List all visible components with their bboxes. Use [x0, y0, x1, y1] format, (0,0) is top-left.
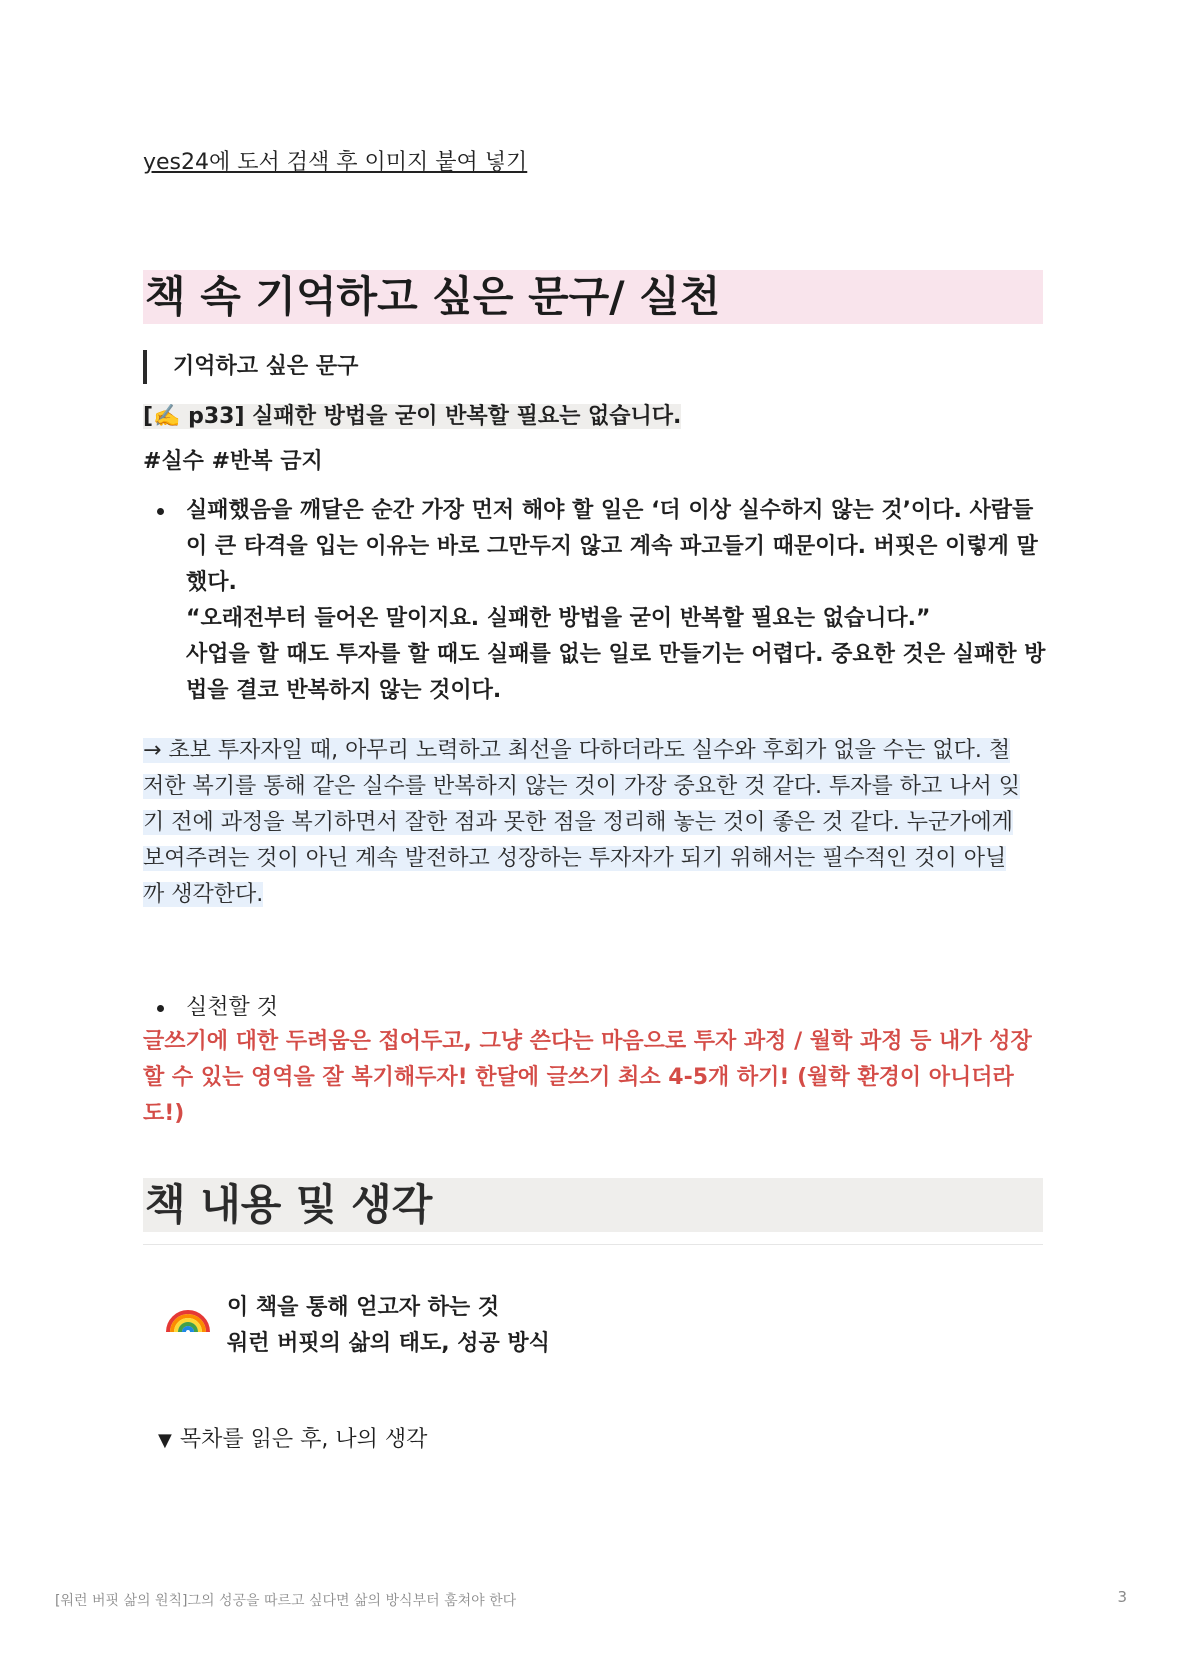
- bullet-dot: [157, 1005, 164, 1012]
- practice-bullet: [143, 990, 1048, 1026]
- reflection-line: 까 생각한다.: [143, 882, 264, 907]
- rainbow-icon: [165, 1290, 211, 1336]
- quote-heading: 기억하고 싶은 문구: [143, 350, 358, 384]
- reflection-line: 저한 복기를 통해 같은 실수를 반복하지 않는 것이 가장 중요한 것 같다. 투자를 하고 나서 잊: [143, 774, 1020, 799]
- bullet-line: 실패했음을 깨달은 순간 가장 먼저 해야 할 일은 ‘더 이상 실수하지 않는 것’이다. 사람들: [186, 498, 1034, 523]
- toggle-label: 목차를 읽은 후, 나의 생각: [179, 1427, 428, 1452]
- reflection-line: → 초보 투자자일 때, 아무리 노력하고 최선을 다하더라도 실수와 후회가 없을 수는 없다. 철: [143, 738, 1011, 763]
- quote-bullet: [143, 493, 1048, 709]
- bullet-line: 법을 결코 반복하지 않는 것이다.: [186, 678, 502, 703]
- practice-line: 글쓰기에 대한 두려움은 접어두고, 그냥 쓴다는 마음으로 투자 과정 / 월학 과정 등 내가 성장: [143, 1029, 1032, 1054]
- practice-label: 실천할 것: [186, 995, 279, 1020]
- reflection-paragraph: [143, 733, 1048, 913]
- bullet-line: “오래전부터 들어온 말이지요. 실패한 방법을 굳이 반복할 필요는 없습니다.”: [186, 606, 931, 631]
- reflection-line: 기 전에 과정을 복기하면서 잘한 점과 못한 점을 정리해 놓는 것이 좋은 것 같다. 누군가에게: [143, 810, 1013, 835]
- callout-line: 이 책을 통해 얻고자 하는 것: [227, 1295, 500, 1320]
- bullet-line: 이 큰 타격을 입는 이유는 바로 그만두지 않고 계속 파고들기 때문이다. 버핏은 이렇게 말: [186, 534, 1038, 559]
- reflection-line: 보여주려는 것이 아닌 계속 발전하고 성장하는 투자자가 되기 위해서는 필수적인 것이 아닐: [143, 846, 1007, 871]
- page-reference: [143, 400, 681, 434]
- tags: #실수 #반복 금지: [143, 449, 323, 474]
- practice-line: 도!): [143, 1101, 185, 1126]
- practice-paragraph: [143, 1024, 1048, 1132]
- triangle-down-icon[interactable]: ▼: [158, 1430, 172, 1451]
- bullet-dot: [157, 508, 164, 515]
- bullet-line: 했다.: [186, 570, 237, 595]
- section-heading-contents: 책 내용 및 생각: [143, 1178, 1043, 1232]
- practice-line: 할 수 있는 영역을 잘 복기해두자! 한달에 글쓰기 최소 4-5개 하기! (월학 환경이 아니더라: [143, 1065, 1014, 1090]
- yes24-link[interactable]: yes24에 도서 검색 후 이미지 붙여 넣기: [143, 150, 528, 175]
- page-number: 3: [1117, 1588, 1127, 1606]
- divider: [143, 1244, 1043, 1245]
- page-footer: [워런 버핏 삶의 원칙]그의 성공을 따르고 싶다면 삶의 방식부터 훔쳐야 한다: [55, 1593, 517, 1609]
- callout-line: 워런 버핏의 삶의 태도, 성공 방식: [227, 1331, 550, 1356]
- bullet-line: 사업을 할 때도 투자를 할 때도 실패를 없는 일로 만들기는 어렵다. 중요한 것은 실패한 방: [186, 642, 1046, 667]
- toggle-toc-thoughts[interactable]: [158, 1422, 427, 1459]
- section-heading-quotes: 책 속 기억하고 싶은 문구/ 실천: [143, 270, 1043, 324]
- page-reference-text: [✍️ p33] 실패한 방법을 굳이 반복할 필요는 없습니다.: [143, 404, 682, 429]
